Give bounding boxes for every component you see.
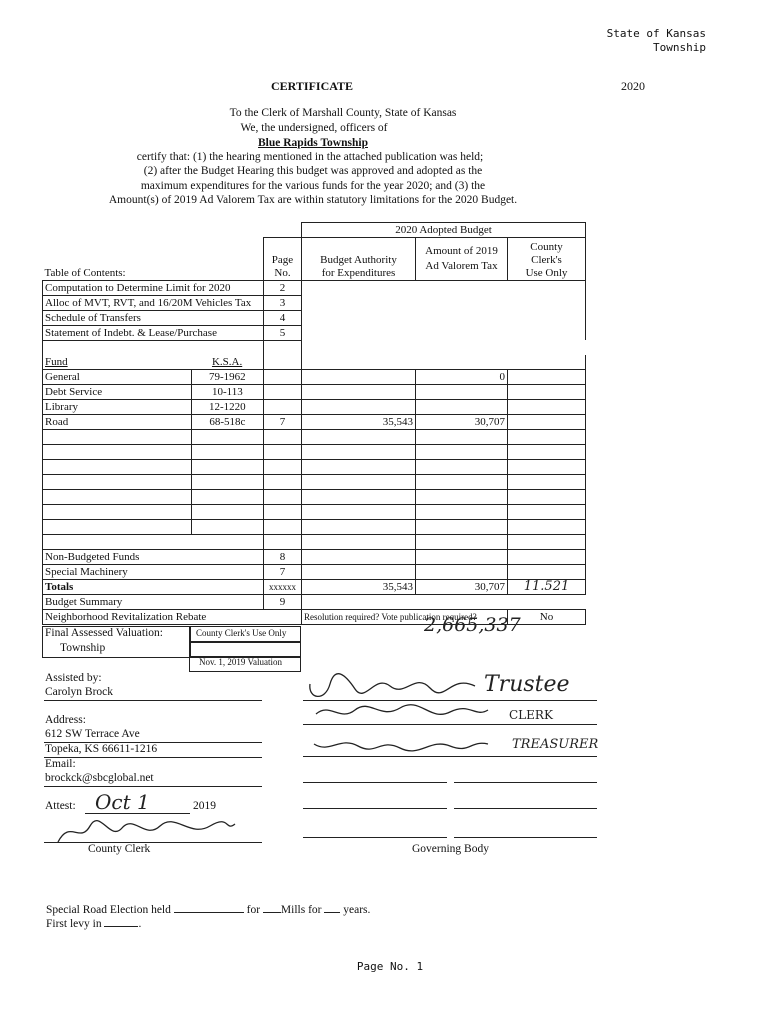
budget-table [42, 222, 586, 625]
amount-column-header: Amount of 2019 Ad Valorem Tax [416, 238, 508, 281]
address-city: Topeka, KS 66611-1216 [45, 743, 158, 755]
treasurer-title: TREASURER [512, 737, 599, 752]
resolution-question: Resolution required? Vote publication required? [302, 609, 508, 624]
special-road-line-1: Special Road Election held for Mills for years. [46, 904, 371, 916]
table-row: General 79-1962 0 [43, 369, 586, 384]
valuation-date: Nov. 1, 2019 Valuation [199, 657, 282, 667]
table-of-contents-label: Table of Contents: [43, 238, 192, 281]
table-row: Non-Budgeted Funds 8 [43, 549, 586, 564]
valuation-label: Final Assessed Valuation: [45, 627, 163, 639]
fund-header-row: Fund K.S.A. [43, 355, 586, 370]
intro-line-4: (2) after the Budget Hearing this budget was approved and adopted as the [143, 165, 483, 177]
intro-line-6: Amount(s) of 2019 Ad Valorem Tax are within statutory limitations for the 2020 Budget. [108, 194, 518, 206]
county-clerk-label: County Clerk [88, 843, 151, 855]
totals-row: Totals xxxxxx 35,543 30,707 11.521 [43, 579, 586, 594]
table-row: Debt Service 10-113 [43, 384, 586, 399]
address-label: Address: [45, 714, 86, 726]
township-name: Blue Rapids Township [258, 137, 368, 149]
email-value: brockck@sbcglobal.net [45, 772, 154, 784]
state-label: State of Kansas [606, 27, 706, 40]
intro-line-1: To the Clerk of Marshall County, State of Kansas [229, 107, 457, 119]
intro-line-3: certify that: (1) the hearing mentioned in the attached publication was held; [136, 151, 484, 163]
intro-line-5: maximum expenditures for the various funds for the year 2020; and (3) the [140, 180, 486, 192]
attest-label: Attest: [45, 800, 76, 812]
table-row: Alloc of MVT, RVT, and 16/20M Vehicles Tax 3 [43, 295, 586, 310]
township-cell: Township [60, 642, 106, 654]
table-row: Road 68-518c 7 35,543 30,707 [43, 414, 586, 429]
table-row: Computation to Determine Limit for 2020 2 [43, 280, 586, 295]
table-row: Library 12-1220 [43, 399, 586, 414]
township-label: Township [653, 41, 706, 54]
intro-line-2: We, the undersigned, officers of [240, 122, 388, 134]
handwritten-valuation: 2,665,337 [424, 614, 521, 636]
year-label: 2020 [621, 79, 645, 93]
adopted-budget-header: 2020 Adopted Budget [302, 223, 586, 238]
assisted-name: Carolyn Brock [45, 686, 114, 698]
clerk-title: CLERK [509, 708, 553, 722]
treasurer-signature [310, 732, 490, 756]
handwritten-clerk-total: 11.521 [508, 579, 586, 594]
resolution-answer: No [508, 609, 586, 624]
trustee-title: Trustee [484, 672, 570, 697]
page-number: Page No. 1 [356, 960, 424, 973]
table-row: Budget Summary 9 [43, 594, 586, 609]
special-road-line-2: First levy in . [46, 918, 142, 930]
trustee-signature [300, 664, 480, 704]
email-label: Email: [45, 758, 76, 770]
clerk-signature [310, 700, 490, 724]
address-street: 612 SW Terrace Ave [45, 728, 140, 740]
table-row: Neighborhood Revitalization Rebate Resolution required? Vote publication required? No [43, 609, 586, 624]
clerk-use-label: County Clerk's Use Only [196, 628, 287, 638]
handwritten-attest-date: Oct 1 [95, 790, 150, 814]
page-column-header: Page No. [264, 238, 302, 281]
table-row: Statement of Indebt. & Lease/Purchase 5 [43, 325, 586, 340]
certificate-title: CERTIFICATE [271, 79, 354, 93]
clerk-column-header: County Clerk's Use Only [508, 238, 586, 281]
authority-column-header: Budget Authority for Expenditures [302, 238, 416, 281]
governing-body-label: Governing Body [412, 843, 489, 855]
assisted-label: Assisted by: [45, 672, 102, 684]
attest-year: 2019 [193, 800, 216, 812]
table-row: Schedule of Transfers 4 [43, 310, 586, 325]
table-row: Special Machinery 7 [43, 564, 586, 579]
